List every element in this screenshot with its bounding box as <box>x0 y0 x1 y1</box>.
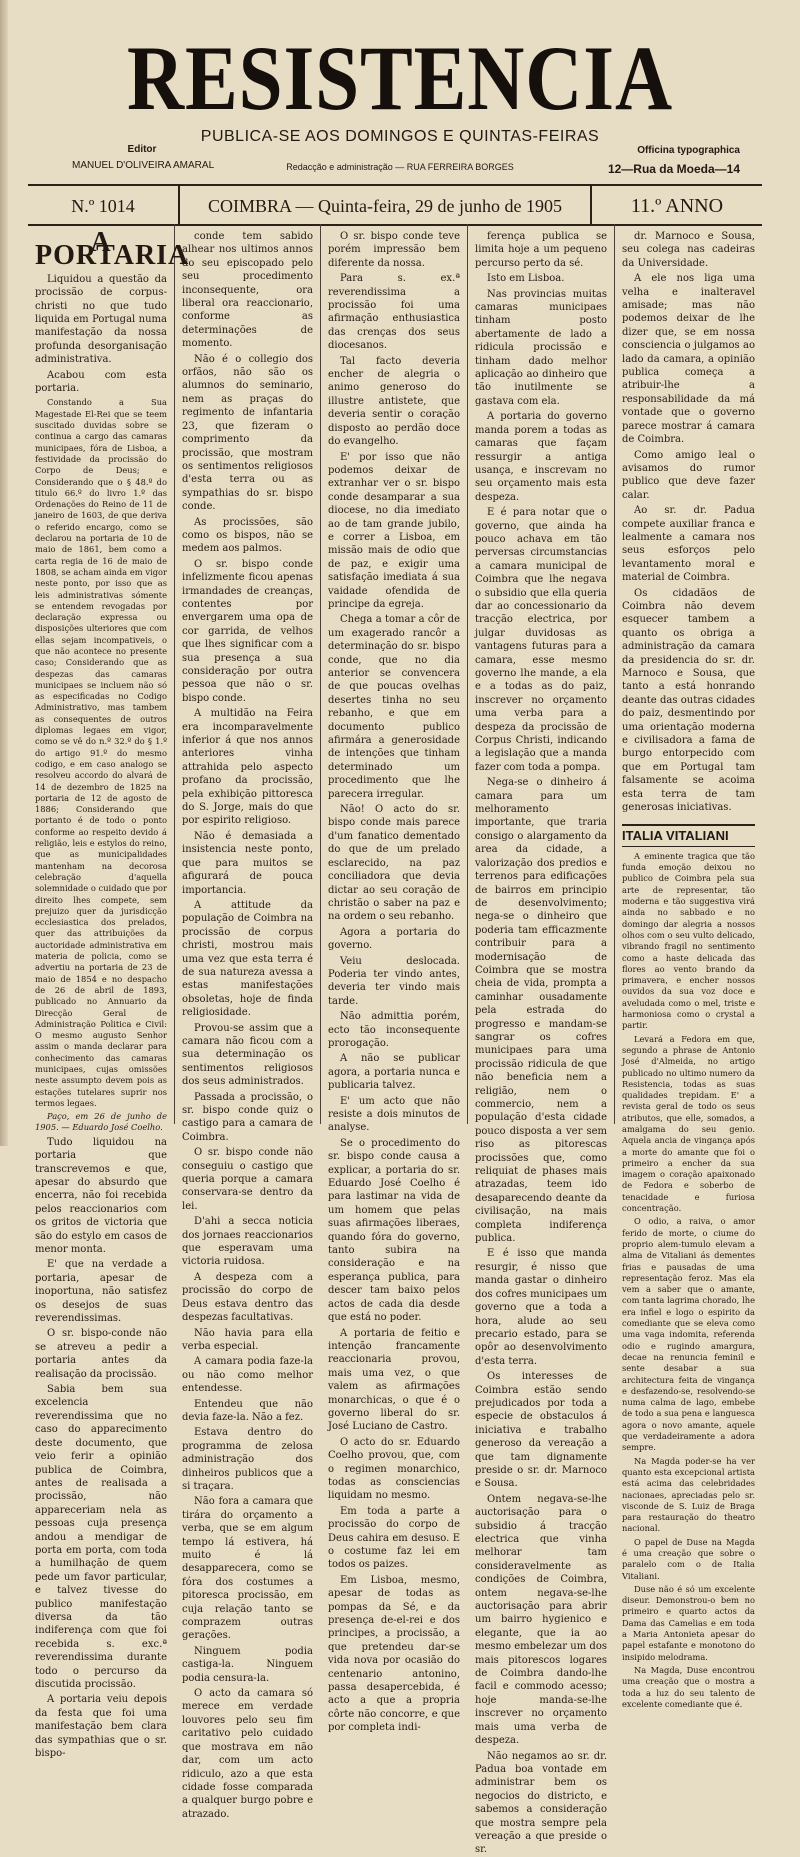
paragraph: Os cidadãos de Coimbra não devem esquecer tambem a quanto os obriga a administração da camara da presidencia do sr. dr. Marnoco e Sousa, que tanto a está honrando deante das outras cidades do paiz, desmentindo por uma orientação moderna e civilisadora a fama de burgo entorpecido com que em Portugal tam falsamente se acoima esta terra de tam generosas iniciativas. <box>622 587 755 814</box>
paragraph: A portaria do governo manda porem a todas as camaras que façam ressurgir a antiga usança, e inscrevam no seu orçamento mais esta despeza. <box>475 411 607 503</box>
issue-number: N.º 1014 <box>71 195 135 216</box>
paragraph: Estava dentro do programma de zelosa administração dos dinheiros publicos que a si traçara. <box>182 1427 313 1492</box>
editor-name: MANUEL D'OLIVEIRA AMARAL <box>72 160 215 171</box>
issue-bar <box>28 186 762 226</box>
paragraph: O sr. bispo-conde não se atreveu a pedir a portaria antes da realisação da procissão. <box>35 1328 167 1380</box>
newspaper-title: RESISTENCIA <box>127 27 673 129</box>
paragraph: Em Lisboa, mesmo, apesar de todas as pompas da Sé, e da presença de-el-rei e dos principes, a procissão, a que pretendeu dar-se vida nova por ocasião do centenario antonino, passa desapercebida, é acto a que a propria côrte não concorre, e que por completa indi- <box>328 1574 460 1734</box>
column-3 <box>321 224 468 1734</box>
section-heading: ITALIA VITALIANI <box>622 824 755 846</box>
paragraph: Para s. ex.ª reverendissima a procissão foi uma afirmação enthusiastica das crenças dos seus diocesanos. <box>328 273 460 352</box>
page-edge <box>0 0 8 1146</box>
paragraph: E' um acto que não resiste a dois minutos de analyse. <box>328 1095 460 1134</box>
paragraph: Na Magda, Duse encontrou uma creação que o mostra a toda a luz do seu talento de excelente comediante que é. <box>622 1664 755 1709</box>
article-title: A PORTARIA <box>35 227 190 272</box>
printing-address: 12—Rua da Moeda—14 <box>607 162 740 176</box>
paragraph: Não fora a camara que tirára do orçamento a verba, que se em algum tempo lá estivera, há muito é lá desapparecera, como se fóra dos costumes a pitoresca procissão, em cuja relação tanto se comprazem outras gerações. <box>182 1496 313 1642</box>
paragraph: A camara podia faze-la ou não como melhor entendesse. <box>182 1356 313 1395</box>
paragraph: Entendeu que não devia faze-la. Não a fez. <box>182 1398 313 1423</box>
paragraph: Tudo liquidou na portaria que transcrevemos e que, apesar do absurdo que encerra, não foi recebida pelos reaccionarios com os gritos de victoria que são do estylo em casos de menor monta. <box>35 1136 167 1256</box>
issue-date: COIMBRA — Quinta-feira, 29 de junho de 1905 <box>178 186 592 226</box>
paragraph: Duse não é só um excelente diseur. Demonstrou-o bem no primeiro e quarto actos da Dama das Camelias e em toda a Maria Antonieta apesar do papel estafante e monotono do insipido melodrama. <box>622 1583 755 1662</box>
paragraph: Como amigo leal o avisamos do rumor publico que deve fazer calar. <box>622 449 755 501</box>
paragraph: A ele nos liga uma velha e inalteravel amisade; mas não podemos deixar de lhe dizer que, se em nossa consciencia o julgamos ao lado da camara, a opinião publica começa a atribuir-lhe a responsabilidade da má vontade que o governo parece mostrar á camara de Coimbra. <box>622 273 755 446</box>
article-lead-2: Acabou com esta portaria. <box>35 369 167 395</box>
paragraph: Ao sr. dr. Padua compete auxiliar franca e lealmente a camara nos seus esforços pelo levantamento moral e material de Coimbra. <box>622 505 755 584</box>
paragraph: Ontem negava-se-lhe auctorisação para o subsidio á tracção electrica que vinha melhorar tam consideravelmente as condições de Coimbra, ontem negava-se-lhe auctorisação para abrir um bairro hygienico e elegante, que ia ao mesmo embelezar um dos mais pitorescos logares de Coimbra dando-lhe facil e commodo acesso; hoje manda-se-lhe inscrever no orçamento mais uma verba de despeza. <box>475 1493 607 1747</box>
decree-signature: Paço, em 26 de junho de 1905. — Eduardo José Coelho. <box>35 1111 167 1133</box>
paragraph: E é isso que manda resurgir, é nisso que manda gastar o dinheiro dos cofres municipaes um governo que a toda a hora, alude ao seu precario estado, para se opôr ao desenvolvimento d'esta terra. <box>475 1248 607 1367</box>
paragraph: A attitude da população de Coimbra na procissão de corpus christi, mostrou mais uma vez que esta terra é de sua natureza avessa a estas manifestações obsoletas, hoje de finda religiosidade. <box>182 899 313 1019</box>
paragraph: O acto da camara só merece em verdade louvores pelo seu fim caritativo pelo cuidado que mostrava em não dar, com um acto ridiculo, azo a que esta cidade fosse comparada a qualquer burgo pobre e atrazado. <box>182 1688 313 1820</box>
paragraph: Se o procedimento do sr. bispo conde causa a explicar, a portaria do sr. Eduardo José Coelho é para lastimar na vida de um homem que pelas suas afirmações liberaes, quando fóra do governo, tanto subira na consideração e na esperança publica, para descer tam baixo pelos actos de cada dia desde que está no poder. <box>328 1137 460 1324</box>
paragraph: Não! O acto do sr. bispo conde mais parece d'um fanatico dementado do que de um prelado esclarecido, na paz conciliadora que devia dictar ao seu coração de christão o saber na paz e na ordem o seu rebanho. <box>328 804 460 923</box>
column-2 <box>175 224 321 1820</box>
paragraph: Em toda a parte a procissão do corpo de Deus cahira em desuso. E o costume faz lei em todos os paizes. <box>328 1505 460 1571</box>
paragraph: Não é o collegio dos orfãos, não são os alumnos do seminario, nem as praças do regimento de infantaria 23, que fizeram o comprimento da procissão, que mostram os sentimentos religiosos d'esta terra ou as sympathias do sr. bispo conde. <box>182 353 313 513</box>
editor-block <box>72 142 215 174</box>
paragraph: O odio, a raiva, o amor ferido de morte, o ciume do proprio alem-tumulo elevam a alma de Vitaliani ás dementes frias e pausadas de uma representação feroz. Mas ela vem a saber que o amante, com tanta lagrima chorado, lhe era infiel e logo o espirito da comediante que se eleva como uma vaga indomita, referenda odio e rugindo amargura, decae na renuncia feminil e sente desabar a sua architectura feita de vingança e desfazendo-se, resolvendo-se numa calma de lago, embebe de todo a sua pena e languesca agora o novo amante, aquele que verdadeiramente a adora sempre. <box>622 1216 755 1453</box>
paragraph: A despeza com a procissão do corpo de Deus estava dentro das despezas facultativas. <box>182 1271 313 1324</box>
masthead <box>18 27 782 129</box>
article-columns <box>28 224 762 1856</box>
column-4 <box>468 224 615 1856</box>
paragraph: Não admittia porém, ecto tão inconsequente prorogação. <box>328 1011 460 1049</box>
paragraph: Levará a Fedora em que, segundo a phrase de Antonio José d'Almeida, no artigo publicado no ultimo numero da Resistencia, todas as suas qualidades trepidam. E' a revista geral de todo os seus atributos, que elle, somados, a amalgama do seu genio. Aquela ancia de vingança após a morte do amante que foi o primeiro a encher da sua imagem o coração apaixonado de Fedora e soberbo de tenacidade e furiosa concentração. <box>622 1033 755 1214</box>
paragraph: Provou-se assim que a camara não ficou com a sua determinação os sentimentos religiosos dos seus administrados. <box>182 1022 313 1088</box>
paragraph: D'ahi a secca noticia dos jornaes reaccionarios que esperavam uma victoria ruidosa. <box>182 1216 313 1268</box>
printing-label: Officina typographica <box>637 145 740 156</box>
paragraph: Nega-se o dinheiro á camara para um melhoramento importante, que traria consigo o alargamento da area da cidade, a valorização dos predios e terrenos para edificações de bairros em principio de desenvolvimento; nega-se o dinheiro que poderia tam efficazmente contribuir para a modernisação de Coimbra que se mostra cheia de vida, prompta a caminhar ousadamente pela estrada do progresso e mandam-se sangrar os cofres municipaes para uma procissão ridicula de que não beneficia nem a religião, nem o commercio, nem a população d'esta cidade pouco disposta a ver sem riso as pitorescas procissões que, como reliquiat de phases mais atrazadas, teem ido desaparecendo deante da civilisação, na mais completa indiferença publica. <box>475 777 607 1245</box>
paragraph: Ninguem podia castiga-la. Ninguem podia censura-la. <box>182 1645 313 1684</box>
paragraph: O sr. bispo conde teve porém impressão bem diferente da nossa. <box>328 231 460 269</box>
paragraph: Tal facto deveria encher de alegria o animo generoso do illustre antistete, que deveria sentir o coração disposto ao perdão doce do evangelho. <box>328 355 460 448</box>
paragraph: O sr. bispo conde não conseguiu o castigo que queria porque a camara conservara-se dentro da lei. <box>182 1147 313 1212</box>
paragraph: Não negamos ao sr. dr. Padua boa vontade em administrar bem os negocios do districto, e sabemos a consideração que mostra sempre pela vereação a que preside o sr. <box>475 1750 607 1856</box>
paragraph: Chega a tomar a côr de um exagerado rancôr a determinação do sr. bispo conde, que no dia anterior se convencera de que poucas ovelhas desertes tinha no seu rebanho, e que em documento publico afirmára a generosidade de intenções que tinham determinado um procedimento que lhe parecera irregular. <box>328 614 460 800</box>
paragraph: Não é demasiada a insistencia neste ponto, que para muitos se afigurará de pouca importancia. <box>182 830 313 896</box>
paragraph: A não se publicar agora, a portaria nunca e publicaria talvez. <box>328 1053 460 1092</box>
paragraph: Na Magda poder-se ha ver quanto esta excepcional artista está acima das celebridades nacionaes, apreciadas pelo sr. visconde de S. Luiz de Braga para restauração do theatro nacional. <box>622 1455 755 1534</box>
paragraph: Sabia bem sua excelencia reverendissima que no caso do apparecimento deste documento, que veio ferir a opinião publica de Coimbra, antes de realisada a procissão, não appareceriam nela as pessoas cuja presença andou a mendigar de porta em porta, com toda a humilhação de quem pede um favor particular, e talvez tivesse do publico manifestação diversa da tão indiferença com que foi recebida s. exc.ª reverendissima durante todo o percurso da discutida procissão. <box>35 1384 167 1691</box>
paragraph: Os interesses de Coimbra estão sendo prejudicados por toda a especie de obstaculos á iniciativa e trabalho generoso da vereação a que tam dignamente preside o sr. dr. Marnoco e Sousa. <box>475 1371 607 1490</box>
article-lead: Liquidou a questão da procissão de corpus-christi no que tudo liquida em Portugal numa manifestação da nossa profunda desorganisação administrativa. <box>35 273 167 366</box>
paragraph: Passada a procissão, o sr. bispo conde quiz o castigo para a camara de Coimbra. <box>182 1091 313 1143</box>
paragraph: A multidão na Feira era incomparavelmente inferior á que nos annos anteriores vinha attrahida pelo aspecto profano da procissão, pela exhibição pittoresca do S. Jorge, mais do que por espirito religioso. <box>182 708 313 827</box>
publication-schedule: PUBLICA-SE AOS DOMINGOS E QUINTAS-FEIRAS <box>200 128 600 145</box>
paragraph: A portaria veiu depois da festa que foi uma manifestação bem clara das sympathias que o sr. bispo- <box>35 1694 167 1760</box>
paragraph: ferença publica se limita hoje a um pequeno percurso perto da sé. <box>475 231 607 269</box>
printing-block <box>590 142 740 178</box>
paragraph: Não havia para ella verba especial. <box>182 1327 313 1352</box>
paragraph: O acto do sr. Eduardo Coelho provou, que, com o regimen monarchico, todas as consciencias liquidam no mesmo. <box>328 1436 460 1502</box>
paragraph: conde tem sabido alhear nos ultimos annos do seu episcopado pelo seu procedimento inconsequente, ora liberal ora reaccionario, conforme as determinações de momento. <box>182 231 313 350</box>
paragraph: E' por isso que não podemos deixar de extranhar ver o sr. bispo conde desamparar a sua diocese, no dia imediato ao de tam grande jubilo, e correr a Lisboa, em missão mais de odio que de paz, e exigir uma satisfação imediata á sua vaidade ofendida de principe da egreja. <box>328 451 460 610</box>
paragraph: A portaria de feitio e intenção francamente reaccionaria provou, mais uma vez, o que valem as afirmações monarchicas, o que é o governo liberal do sr. José Luciano de Castro. <box>328 1327 460 1433</box>
paragraph: Veiu deslocada. Poderia ter vindo antes, deveria ter vindo mais tarde. <box>328 955 460 1007</box>
paragraph: E é para notar que o governo, que ainda ha pouco achava em tão perversas circumstancias a camara municipal de Coimbra que lhe negava o subsidio que ella queria dar ao concessionario da tracção electrica, por julgar duvidosas as vantagens futuras para a camara, esse mesmo governo lhe mande, a ela e a todas as do paiz, inscrever no orçamento uma verba para a despeza da procissão de Corpus Christi, indicando a legislação que a manda fazer com toda a pompa. <box>475 507 607 773</box>
paragraph: Nas provincias muitas camaras municipaes tinham posto abertamente de lado a ridicula procissão e tinham dado melhor aplicação ao dinheiro que tão inutilmente se gastava com ela. <box>475 288 607 407</box>
paragraph: A eminente tragica que tão funda emoção deixou no publico de Coimbra pela sua arte de representar, tão moderna e tão suggestiva virá ainda no sabbado e no domingo dar alegria a nossos olhos com o seu vulto delicado, vibrando fragil no sentimento como a haste delicada das flores ao vento brando da primavera, e encher nossos ouvidos da sua voz doce e aveludada como o mel, triste e harmoniosa como o crystal a partir. <box>622 850 755 1031</box>
column-1 <box>28 224 190 1760</box>
issue-year: 11.º ANNO <box>630 194 724 217</box>
editor-label: Editor <box>127 144 157 155</box>
paragraph: Isto em Lisboa. <box>487 273 565 285</box>
redaction-address: Redacção e administração — RUA FERREIRA BORGES <box>286 162 514 172</box>
paragraph: E' que na verdade a portaria, apesar de inoportuna, não satisfez os desejos de suas reverendissimas. <box>35 1259 167 1325</box>
paragraph: O papel de Duse na Magda é uma creação que sobre o paralelo com o de Italia Vitaliani. <box>622 1536 755 1581</box>
column-5 <box>615 224 762 1709</box>
paragraph: dr. Marnoco e Sousa, seu colega nas cadeiras da Universidade. <box>622 231 755 269</box>
decree-text: Constando a Sua Magestade El-Rei que se teem suscitado duvidas sobre se continua a cargo das camaras municipaes, fóra de Lisboa, a festividade da procissão do Corpo de Deus; e Considerando que o § 48.º do titulo 66.º do livro 1.º das Ordenações do Reino de 11 de janeiro de 1603, de que deriva o referido encargo, como se declarou na portaria de 10 de maio de 1861, bem como a carta regia de 16 de maio de 1808, se acham ainda em vigor neste ponto, por isso que as leis administrativas sómente se entendem revogadas por declaração expressa ou disposições ulteriores que com ellas sejam incompativeis, o que não acontece no presente caso; Considerando que as despezas das camaras municipaes se incluem não só as especificadas no Codigo Administrativo, mas tambem as consequentes de outros diplomas legaes em vigor, como se vê do n.º 32.º do § 1.º do artigo 91.º do mesmo codigo, e em caso analogo se resolveu accordo do alvará de 14 de dezembro de 1825 na portaria de 12 de agosto de 1886; Considerando que portanto é de todo o ponto conforme ao respeito devido á religião, leis e estylos do reino, que as municipalidades mantenham na decorosa celebração d'aquella solemnidade o cuidado que por direito lhes compete, sem prejuizo quer da jurisdicção ecclesiastica dos prelados, quer das attribuições da auctoridade administrativa em materia de policia, como se advertiu na portaria de 23 de maio de 1854 e no despacho de 26 de abril de 1893, publicado no Annuario da Direcção Geral de Administração Politica e Civil: O mesmo augusto Senhor assim o manda declarar para conhecimento das camaras municipaes, cujas omissões neste assumpto devem pois as estações tutelares suprir nos termos legaes. <box>35 397 167 1108</box>
paragraph: Agora a portaria do governo. <box>328 926 460 952</box>
paragraph: O sr. bispo conde infelizmente ficou apenas irmandades de creanças, contentes por envergarem uma opa de cor garrida, de velhos que lhes significar com a sua presença a sua consideração por outra pessoa que não o sr. bispo conde. <box>182 558 313 704</box>
paragraph: As procissões, são como os bispos, não se medem aos palmos. <box>182 516 313 555</box>
